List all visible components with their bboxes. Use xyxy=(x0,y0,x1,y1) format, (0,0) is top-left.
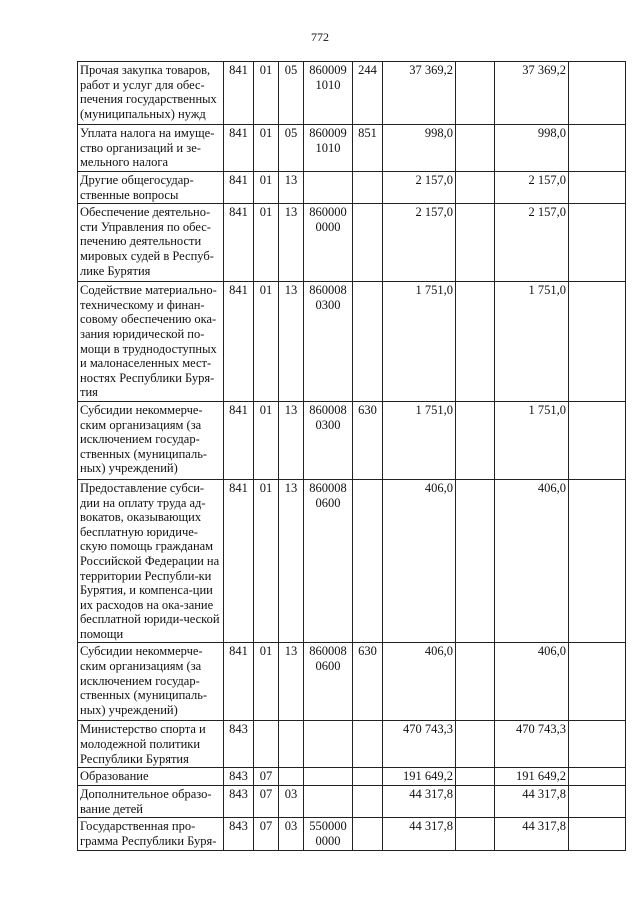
row-ved: 841 xyxy=(224,125,254,172)
table-row xyxy=(78,204,626,282)
row-sum2 xyxy=(456,401,495,479)
row-csr xyxy=(304,721,353,768)
row-ved: 841 xyxy=(224,401,254,479)
row-name: Государственная про-грамма Республики Буря- xyxy=(78,818,224,851)
row-sum3: 44 317,8 xyxy=(495,786,569,818)
row-sum3: 2 157,0 xyxy=(495,204,569,282)
row-csr: 860008 0600 xyxy=(304,479,353,643)
row-name: Другие общегосудар-ственные вопросы xyxy=(78,172,224,204)
row-sum2 xyxy=(456,204,495,282)
row-name: Дополнительное образо-вание детей xyxy=(78,786,224,818)
row-name: Субсидии некоммерче-ским организациям (за исключением государ-ственных (муниципаль-ных) учреждений) xyxy=(78,401,224,479)
row-csr xyxy=(304,768,353,786)
row-sum2 xyxy=(456,818,495,851)
row-csr: 860008 0300 xyxy=(304,401,353,479)
row-pr xyxy=(279,721,304,768)
row-rz: 01 xyxy=(254,401,279,479)
table-row xyxy=(78,786,626,818)
row-sum4 xyxy=(569,401,626,479)
row-csr: 860008 0300 xyxy=(304,282,353,402)
row-ved: 841 xyxy=(224,204,254,282)
row-sum1: 1 751,0 xyxy=(383,282,456,402)
row-sum2 xyxy=(456,282,495,402)
row-sum3: 44 317,8 xyxy=(495,818,569,851)
row-sum4 xyxy=(569,479,626,643)
row-vr xyxy=(353,818,383,851)
row-rz: 07 xyxy=(254,818,279,851)
row-rz: 01 xyxy=(254,479,279,643)
row-rz: 01 xyxy=(254,62,279,125)
row-sum1: 37 369,2 xyxy=(383,62,456,125)
row-pr: 05 xyxy=(279,125,304,172)
row-vr xyxy=(353,768,383,786)
row-sum2 xyxy=(456,125,495,172)
row-vr: 630 xyxy=(353,401,383,479)
row-pr: 05 xyxy=(279,62,304,125)
row-ved: 841 xyxy=(224,282,254,402)
row-sum3: 998,0 xyxy=(495,125,569,172)
row-vr: 851 xyxy=(353,125,383,172)
row-name: Обеспечение деятельно-сти Управления по обес-печению деятельности мировых судей в Респуб-лике Бурятия xyxy=(78,204,224,282)
row-sum1: 998,0 xyxy=(383,125,456,172)
row-sum4 xyxy=(569,62,626,125)
row-sum1: 470 743,3 xyxy=(383,721,456,768)
table-row xyxy=(78,172,626,204)
table-row xyxy=(78,282,626,402)
row-vr xyxy=(353,786,383,818)
row-name: Содействие материально-техническому и финан-совому обеспечению ока-зания юридической по-мощи в труднодоступных и малонаселенных мест-ностях Республики Буря-тия xyxy=(78,282,224,402)
row-sum1: 1 751,0 xyxy=(383,401,456,479)
row-sum4 xyxy=(569,768,626,786)
row-vr: 244 xyxy=(353,62,383,125)
row-ved: 841 xyxy=(224,643,254,721)
table-row xyxy=(78,643,626,721)
row-rz: 01 xyxy=(254,282,279,402)
table-row xyxy=(78,818,626,851)
row-sum3: 191 649,2 xyxy=(495,768,569,786)
row-vr xyxy=(353,172,383,204)
page-number: 772 xyxy=(311,30,329,44)
row-sum3: 470 743,3 xyxy=(495,721,569,768)
row-vr xyxy=(353,282,383,402)
row-sum4 xyxy=(569,818,626,851)
row-sum1: 44 317,8 xyxy=(383,818,456,851)
budget-table xyxy=(77,61,626,851)
row-name: Образование xyxy=(78,768,224,786)
table-row xyxy=(78,721,626,768)
row-csr: 860009 1010 xyxy=(304,125,353,172)
row-sum4 xyxy=(569,125,626,172)
row-rz: 01 xyxy=(254,204,279,282)
row-name: Прочая закупка товаров, работ и услуг для обес-печения государственных (муниципальных) нужд xyxy=(78,62,224,125)
row-rz: 07 xyxy=(254,768,279,786)
row-sum2 xyxy=(456,721,495,768)
row-sum4 xyxy=(569,786,626,818)
row-sum3: 37 369,2 xyxy=(495,62,569,125)
table-row xyxy=(78,401,626,479)
row-rz xyxy=(254,721,279,768)
row-csr xyxy=(304,786,353,818)
row-sum4 xyxy=(569,721,626,768)
row-csr: 860000 0000 xyxy=(304,204,353,282)
row-sum1: 44 317,8 xyxy=(383,786,456,818)
row-ved: 843 xyxy=(224,818,254,851)
row-pr xyxy=(279,768,304,786)
row-sum2 xyxy=(456,479,495,643)
row-rz: 07 xyxy=(254,786,279,818)
row-sum1: 191 649,2 xyxy=(383,768,456,786)
row-sum3: 2 157,0 xyxy=(495,172,569,204)
row-sum1: 2 157,0 xyxy=(383,172,456,204)
row-csr: 550000 0000 xyxy=(304,818,353,851)
row-sum1: 406,0 xyxy=(383,479,456,643)
row-csr: 860008 0600 xyxy=(304,643,353,721)
row-sum4 xyxy=(569,643,626,721)
row-ved: 843 xyxy=(224,786,254,818)
table-row xyxy=(78,768,626,786)
table-row xyxy=(78,125,626,172)
row-pr: 13 xyxy=(279,282,304,402)
table-row xyxy=(78,479,626,643)
row-sum4 xyxy=(569,204,626,282)
row-sum3: 406,0 xyxy=(495,643,569,721)
row-ved: 841 xyxy=(224,479,254,643)
row-sum1: 2 157,0 xyxy=(383,204,456,282)
row-sum1: 406,0 xyxy=(383,643,456,721)
row-vr xyxy=(353,479,383,643)
row-ved: 843 xyxy=(224,721,254,768)
row-name: Субсидии некоммерче-ским организациям (за исключением государ-ственных (муниципаль-ных) учреждений) xyxy=(78,643,224,721)
row-sum3: 406,0 xyxy=(495,479,569,643)
row-csr: 860009 1010 xyxy=(304,62,353,125)
row-sum3: 1 751,0 xyxy=(495,282,569,402)
row-pr: 13 xyxy=(279,172,304,204)
row-sum4 xyxy=(569,282,626,402)
row-csr xyxy=(304,172,353,204)
row-vr: 630 xyxy=(353,643,383,721)
row-sum2 xyxy=(456,62,495,125)
row-rz: 01 xyxy=(254,172,279,204)
row-sum2 xyxy=(456,768,495,786)
row-ved: 841 xyxy=(224,172,254,204)
table-row xyxy=(78,62,626,125)
row-sum3: 1 751,0 xyxy=(495,401,569,479)
row-rz: 01 xyxy=(254,643,279,721)
row-pr: 13 xyxy=(279,643,304,721)
row-sum2 xyxy=(456,172,495,204)
row-vr xyxy=(353,721,383,768)
row-vr xyxy=(353,204,383,282)
row-sum2 xyxy=(456,786,495,818)
row-sum4 xyxy=(569,172,626,204)
row-rz: 01 xyxy=(254,125,279,172)
row-pr: 13 xyxy=(279,479,304,643)
row-pr: 03 xyxy=(279,818,304,851)
row-sum2 xyxy=(456,643,495,721)
row-name: Уплата налога на имуще-ство организаций и зе-мельного налога xyxy=(78,125,224,172)
row-pr: 13 xyxy=(279,204,304,282)
row-name: Предоставление субси-дии на оплату труда ад-вокатов, оказывающих бесплатную юридиче-скую помощь гражданам Российской Федерации на территории Республи-ки Бурятия, и компенса-ции их расходов на ока-зание бесплатной юриди-ческой помощи xyxy=(78,479,224,643)
row-ved: 843 xyxy=(224,768,254,786)
row-pr: 03 xyxy=(279,786,304,818)
row-name: Министерство спорта и молодежной политики Республики Бурятия xyxy=(78,721,224,768)
row-ved: 841 xyxy=(224,62,254,125)
row-pr: 13 xyxy=(279,401,304,479)
